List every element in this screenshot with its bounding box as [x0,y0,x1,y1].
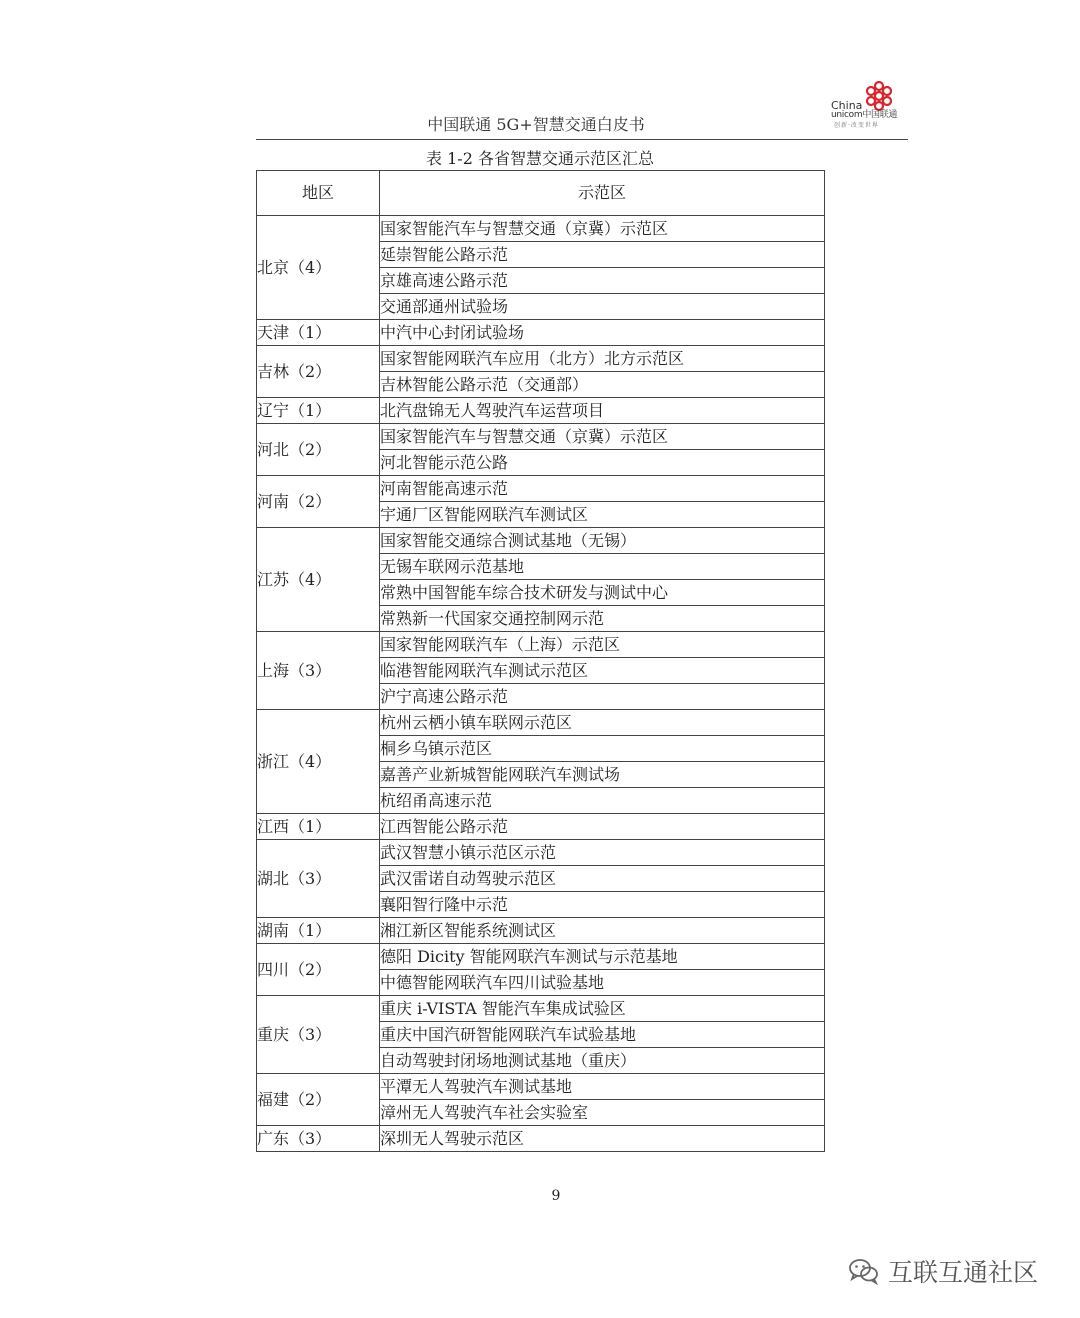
header-title: 中国联通 5G+智慧交通白皮书 [427,115,645,134]
region-cell: 天津（1） [257,320,380,346]
region-cell: 重庆（3） [257,996,380,1074]
table-row [257,528,825,554]
zone-cell: 中汽中心封闭试验场 [380,320,825,346]
zone-cell: 吉林智能公路示范（交通部） [380,372,825,398]
region-cell: 江苏（4） [257,528,380,632]
table-row [257,632,825,658]
table-row [257,918,825,944]
table-row [257,944,825,970]
watermark-text: 互联互通社区 [888,1258,1039,1287]
unicom-logo [828,80,912,130]
region-cell: 北京（4） [257,216,380,320]
page-number: 9 [551,1188,561,1204]
region-cell: 河北（2） [257,424,380,476]
region-cell: 广东（3） [257,1126,380,1152]
table-row [257,346,825,372]
zone-cell: 国家智能汽车与智慧交通（京冀）示范区 [380,424,825,450]
table-row [257,424,825,450]
zone-cell: 国家智能网联汽车（上海）示范区 [380,632,825,658]
zone-cell: 宇通厂区智能网联汽车测试区 [380,502,825,528]
china-knot-icon [862,80,896,112]
zone-cell: 武汉智慧小镇示范区示范 [380,840,825,866]
zone-cell: 武汉雷诺自动驾驶示范区 [380,866,825,892]
zone-cell: 平潭无人驾驶汽车测试基地 [380,1074,825,1100]
table-row [257,476,825,502]
region-cell: 四川（2） [257,944,380,996]
zone-cell: 重庆中国汽研智能网联汽车试验基地 [380,1022,825,1048]
zone-cell: 常熟新一代国家交通控制网示范 [380,606,825,632]
zone-cell: 无锡车联网示范基地 [380,554,825,580]
zone-cell: 自动驾驶封闭场地测试基地（重庆） [380,1048,825,1074]
zone-cell: 漳州无人驾驶汽车社会实验室 [380,1100,825,1126]
zone-cell: 临港智能网联汽车测试示范区 [380,658,825,684]
region-cell: 河南（2） [257,476,380,528]
zone-cell: 湘江新区智能系统测试区 [380,918,825,944]
zone-cell: 交通部通州试验场 [380,294,825,320]
column-header-region: 地区 [257,171,380,216]
zone-cell: 桐乡乌镇示范区 [380,736,825,762]
zone-cell: 深圳无人驾驶示范区 [380,1126,825,1152]
zone-cell: 沪宁高速公路示范 [380,684,825,710]
table-row [257,710,825,736]
region-cell: 福建（2） [257,1074,380,1126]
region-cell: 湖北（3） [257,840,380,918]
table-caption: 表 1-2 各省智慧交通示范区汇总 [426,149,654,168]
table-row [257,216,825,242]
demo-zone-table [256,170,825,1152]
logo-text-unicom: unicom中国联通 [831,110,898,120]
region-cell: 江西（1） [257,814,380,840]
table-row [257,1126,825,1152]
table-row [257,320,825,346]
zone-cell: 国家智能网联汽车应用（北方）北方示范区 [380,346,825,372]
zone-cell: 常熟中国智能车综合技术研发与测试中心 [380,580,825,606]
header-divider [256,139,908,140]
zone-cell: 延崇智能公路示范 [380,242,825,268]
table-header-row [257,171,825,216]
region-cell: 吉林（2） [257,346,380,398]
zone-cell: 北汽盘锦无人驾驶汽车运营项目 [380,398,825,424]
zone-cell: 嘉善产业新城智能网联汽车测试场 [380,762,825,788]
table-row [257,814,825,840]
wechat-icon [848,1257,880,1285]
zone-cell: 国家智能交通综合测试基地（无锡） [380,528,825,554]
region-cell: 辽宁（1） [257,398,380,424]
zone-cell: 德阳 Dicity 智能网联汽车测试与示范基地 [380,944,825,970]
zone-cell: 河北智能示范公路 [380,450,825,476]
logo-text-china: China [831,99,863,112]
zone-cell: 京雄高速公路示范 [380,268,825,294]
table-row [257,398,825,424]
zone-cell: 河南智能高速示范 [380,476,825,502]
region-cell: 湖南（1） [257,918,380,944]
zone-cell: 杭州云栖小镇车联网示范区 [380,710,825,736]
zone-cell: 襄阳智行隆中示范 [380,892,825,918]
zone-cell: 国家智能汽车与智慧交通（京冀）示范区 [380,216,825,242]
wechat-watermark [848,1254,1038,1288]
table-row [257,1074,825,1100]
table-row [257,840,825,866]
table-row [257,996,825,1022]
region-cell: 浙江（4） [257,710,380,814]
region-cell: 上海（3） [257,632,380,710]
zone-cell: 中德智能网联汽车四川试验基地 [380,970,825,996]
zone-cell: 重庆 i-VISTA 智能汽车集成试验区 [380,996,825,1022]
logo-slogan: 创新·改变世界 [834,122,879,129]
zone-cell: 杭绍甬高速示范 [380,788,825,814]
column-header-zone: 示范区 [380,171,825,216]
zone-cell: 江西智能公路示范 [380,814,825,840]
table-body [257,216,825,1152]
